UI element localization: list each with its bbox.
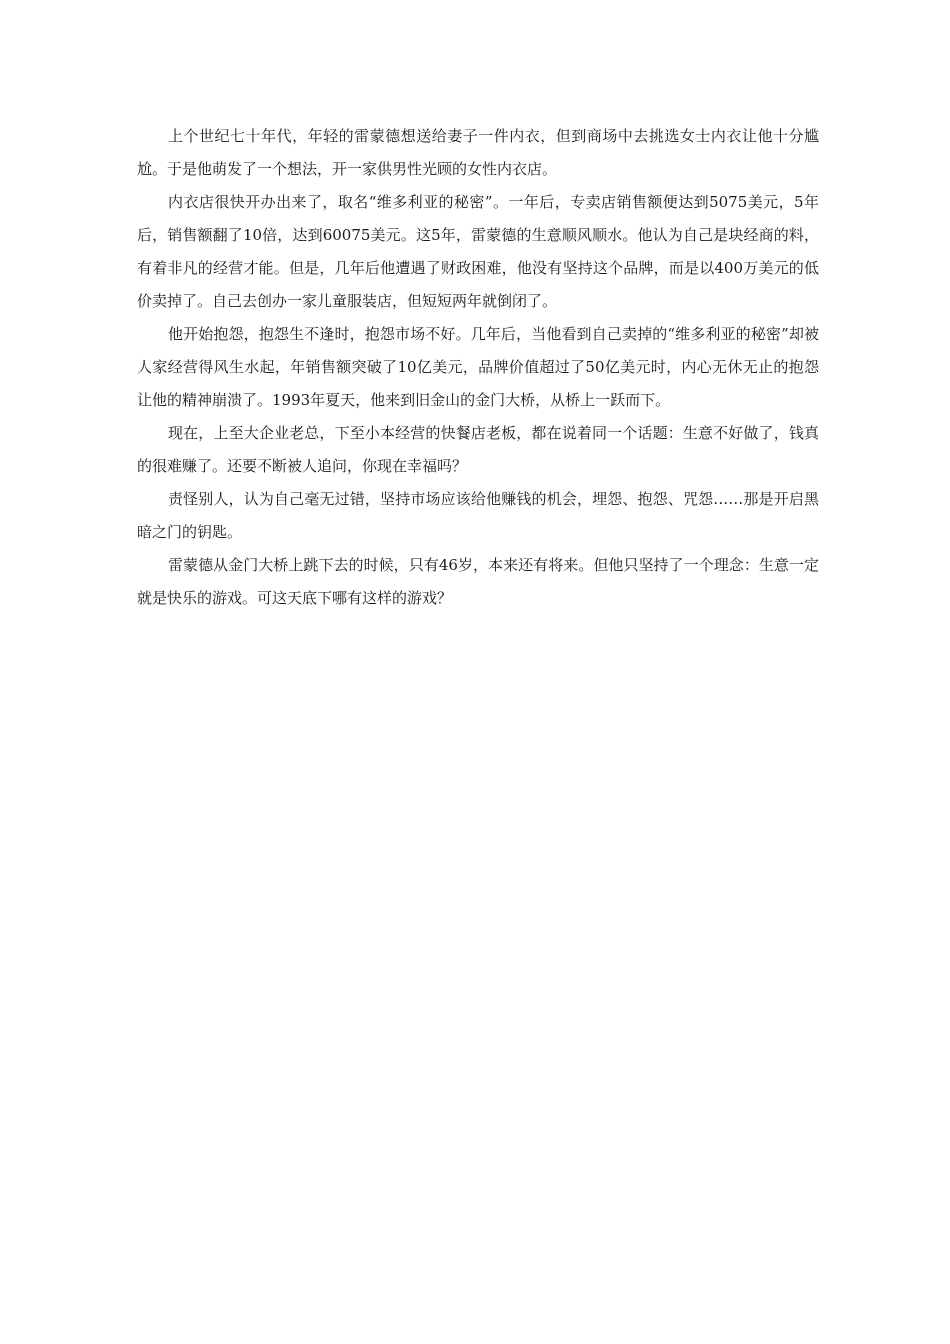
paragraph-5: 责怪别人，认为自己毫无过错，坚持市场应该给他赚钱的机会，埋怨、抱怨、咒怨……那是开启黑暗之门的钥匙。 (137, 490, 819, 541)
paragraph-3: 他开始抱怨，抱怨生不逢时，抱怨市场不好。几年后，当他看到自己卖掉的“维多利亚的秘密”却被人家经营得风生水起，年销售额突破了10亿美元，品牌价值超过了50亿美元时，内心无休无止的抱怨让他的精神崩溃了。1993年夏天，他来到旧金山的金门大桥，从桥上一跃而下。 (137, 325, 819, 409)
paragraph-6: 雷蒙德从金门大桥上跳下去的时候，只有46岁，本来还有将来。但他只坚持了一个理念：生意一定就是快乐的游戏。可这天底下哪有这样的游戏？ (137, 556, 819, 607)
paragraph-1: 上个世纪七十年代，年轻的雷蒙德想送给妻子一件内衣，但到商场中去挑选女士内衣让他十分尴尬。于是他萌发了一个想法，开一家供男性光顾的女性内衣店。 (137, 127, 819, 178)
paragraph-2: 内衣店很快开办出来了，取名“维多利亚的秘密”。一年后，专卖店销售额便达到5075美元，5年后，销售额翻了10倍，达到60075美元。这5年，雷蒙德的生意顺风顺水。他认为自己是块经商的料，有着非凡的经营才能。但是，几年后他遭遇了财政困难，他没有坚持这个品牌，而是以400万美元的低价卖掉了。自己去创办一家儿童服装店，但短短两年就倒闭了。 (137, 193, 819, 310)
paragraph-4: 现在，上至大企业老总，下至小本经营的快餐店老板，都在说着同一个话题：生意不好做了，钱真的很难赚了。还要不断被人追问，你现在幸福吗？ (137, 424, 819, 475)
document-body (137, 120, 819, 615)
